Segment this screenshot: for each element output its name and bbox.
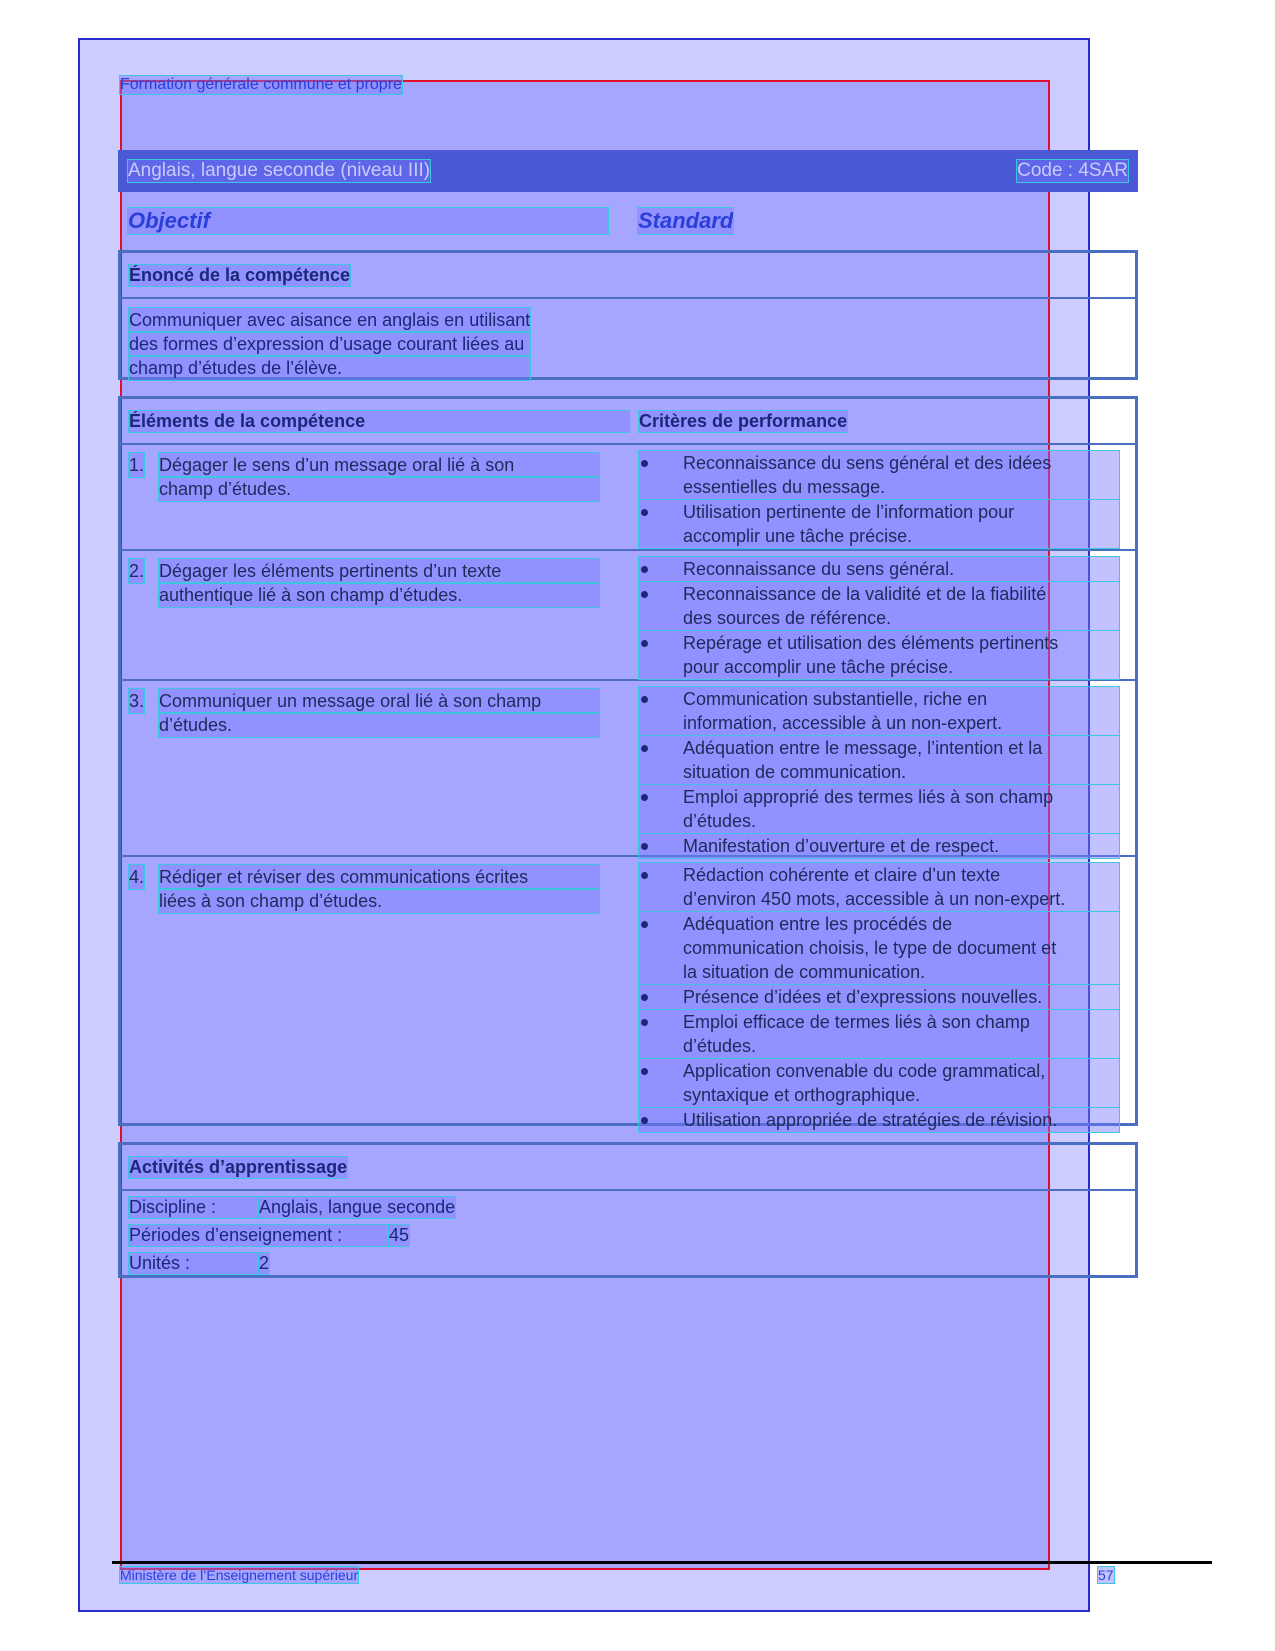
periodes-value: 45: [389, 1225, 410, 1245]
objectif-heading: Objectif: [128, 208, 608, 234]
criterion-line: la situation de communication.: [683, 962, 926, 982]
criterion-item: [639, 736, 1119, 784]
unites-value: 2: [259, 1253, 270, 1273]
criterion-item: [639, 582, 1119, 630]
bullet-icon: [641, 872, 648, 879]
criterion-line: Adéquation entre le message, l’intention et la: [683, 738, 1043, 758]
course-title-bar: [118, 150, 1138, 192]
footer-ministry: Ministère de l’Enseignement supérieur: [120, 1567, 359, 1583]
bullet-icon: [641, 460, 648, 467]
bullet-icon: [641, 1019, 648, 1026]
enonce-line: champ d’études de l’élève.: [129, 356, 530, 380]
criterion-line: d’environ 450 mots, accessible à un non-expert.: [683, 889, 1066, 909]
criterion-line: Adéquation entre les procédés de: [683, 914, 953, 934]
enonce-text: [129, 308, 530, 380]
bullet-icon: [641, 921, 648, 928]
criterion-item: [639, 631, 1119, 679]
column-headings: [128, 208, 1128, 238]
element-text: [129, 689, 599, 737]
criterion-line: Utilisation appropriée de stratégies de révision.: [683, 1110, 1058, 1130]
element-line: Dégager les éléments pertinents d’un texte: [159, 559, 599, 583]
enonce-line: Communiquer avec aisance en anglais en utilisant: [129, 310, 531, 330]
criterion-item: [639, 785, 1119, 833]
criterion-line: Repérage et utilisation des éléments pertinents: [683, 633, 1059, 653]
element-text: [129, 453, 599, 501]
element-number: 4.: [129, 867, 145, 887]
discipline-value: Anglais, langue seconde: [259, 1197, 456, 1217]
element-number: 3.: [129, 691, 145, 711]
criterion-line: Reconnaissance du sens général.: [683, 559, 955, 579]
criterion-line: d’études.: [683, 1036, 757, 1056]
criteria-list: [639, 687, 1119, 859]
course-code: Code : 4SAR: [1017, 160, 1128, 181]
bullet-icon: [641, 640, 648, 647]
page-number: 57: [1098, 1567, 1114, 1583]
bullet-icon: [641, 1117, 648, 1124]
criterion-line: Présence d’idées et d’expressions nouvelles.: [683, 987, 1043, 1007]
criterion-line: pour accomplir une tâche précise.: [683, 657, 954, 677]
activites-heading-row: [121, 1145, 1135, 1191]
course-title: Anglais, langue seconde (niveau III): [128, 160, 431, 181]
criterion-line: essentielles du message.: [683, 477, 886, 497]
periodes-line: [129, 1225, 409, 1246]
criterion-item: [639, 451, 1119, 499]
bullet-icon: [641, 794, 648, 801]
criterion-line: syntaxique et orthographique.: [683, 1085, 921, 1105]
bullet-icon: [641, 509, 648, 516]
element-text: [129, 865, 599, 913]
bullet-icon: [641, 745, 648, 752]
criterion-item: [639, 863, 1119, 911]
element-line: d’études.: [159, 713, 599, 737]
enonce-line: des formes d’expression d’usage courant liées au: [129, 332, 530, 356]
criterion-line: Utilisation pertinente de l’information pour: [683, 502, 1015, 522]
criterion-line: des sources de référence.: [683, 608, 892, 628]
criterion-item: [639, 500, 1119, 548]
element-line: Rédiger et réviser des communications écrites: [159, 865, 599, 889]
criterion-item: [639, 834, 1119, 858]
element-number: 2.: [129, 561, 145, 581]
criterion-line: Rédaction cohérente et claire d’un texte: [683, 865, 1001, 885]
criterion-line: Application convenable du code grammatical,: [683, 1061, 1046, 1081]
periodes-label: Périodes d’enseignement :: [129, 1225, 389, 1246]
unites-label: Unités :: [129, 1253, 259, 1274]
criterion-item: [639, 912, 1119, 984]
criterion-item: [639, 1108, 1119, 1132]
criteria-list: [639, 451, 1119, 549]
elements-heading: Éléments de la compétence: [129, 411, 629, 432]
element-row: [121, 551, 1135, 681]
criterion-line: Emploi efficace de termes liés à son champ: [683, 1012, 1030, 1032]
criterion-line: d’études.: [683, 811, 757, 831]
criterion-line: accomplir une tâche précise.: [683, 526, 913, 546]
bullet-icon: [641, 1068, 648, 1075]
criterion-item: [639, 1010, 1119, 1058]
elements-section: [118, 396, 1138, 1130]
element-line: liées à son champ d’études.: [159, 889, 599, 913]
element-line: Communiquer un message oral lié à son champ: [159, 689, 599, 713]
running-head: Formation générale commune et propre: [120, 76, 402, 93]
bullet-icon: [641, 591, 648, 598]
criterion-line: communication choisis, le type de document et: [683, 938, 1057, 958]
criterion-item: [639, 985, 1119, 1009]
bullet-icon: [641, 566, 648, 573]
criteria-list: [639, 557, 1119, 680]
element-row: [121, 445, 1135, 551]
footer-rule: [112, 1561, 1212, 1564]
criterion-line: Emploi approprié des termes liés à son champ: [683, 787, 1054, 807]
bullet-icon: [641, 843, 648, 850]
unites-line: [129, 1253, 269, 1274]
bullet-icon: [641, 696, 648, 703]
activites-section: [118, 1142, 1138, 1278]
criterion-line: Manifestation d’ouverture et de respect.: [683, 836, 1000, 856]
enonce-section: [118, 250, 1138, 380]
element-line: authentique lié à son champ d’études.: [159, 583, 599, 607]
element-line: champ d’études.: [159, 477, 599, 501]
criterion-item: [639, 557, 1119, 581]
criterion-line: Communication substantielle, riche en: [683, 689, 988, 709]
criteres-heading: Critères de performance: [639, 411, 848, 431]
element-text: [129, 559, 599, 607]
bullet-icon: [641, 994, 648, 1001]
elements-heading-row: [121, 399, 1135, 445]
criterion-item: [639, 687, 1119, 735]
standard-heading: Standard: [638, 208, 734, 233]
enonce-heading: Énoncé de la compétence: [129, 265, 351, 285]
activites-heading: Activités d’apprentissage: [129, 1157, 348, 1177]
element-number: 1.: [129, 455, 145, 475]
element-row: [121, 857, 1135, 1129]
enonce-heading-row: [121, 253, 1135, 299]
criterion-line: Reconnaissance de la validité et de la fiabilité: [683, 584, 1047, 604]
discipline-line: [129, 1197, 455, 1218]
criterion-line: information, accessible à un non-expert.: [683, 713, 1003, 733]
criterion-line: Reconnaissance du sens général et des idées: [683, 453, 1052, 473]
criterion-item: [639, 1059, 1119, 1107]
criterion-line: situation de communication.: [683, 762, 907, 782]
criteria-list: [639, 863, 1119, 1133]
element-row: [121, 681, 1135, 857]
discipline-label: Discipline :: [129, 1197, 259, 1218]
element-line: Dégager le sens d’un message oral lié à son: [159, 453, 599, 477]
